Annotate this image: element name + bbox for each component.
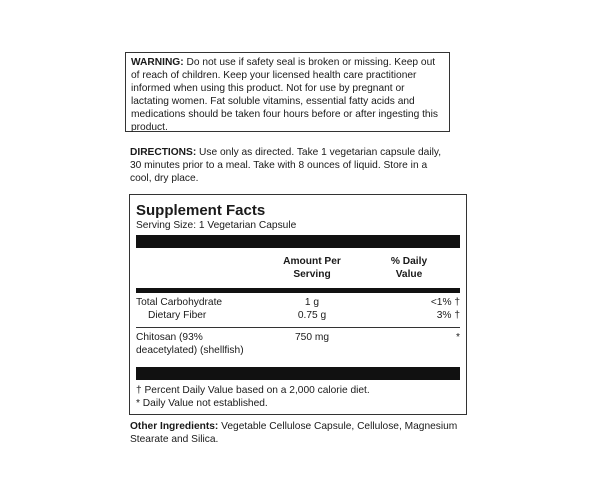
chitosan-amount: 750 mg — [295, 332, 329, 343]
other-ingredients-text: Vegetable Cellulose Capsule, Cellulose, Magnesium Stearate and Silica. — [130, 421, 458, 445]
nutrient-amount: 0.75 g — [297, 310, 327, 321]
thick-divider-top — [136, 235, 460, 248]
warning-label: WARNING: — [131, 57, 184, 68]
daily-value-header — [370, 255, 448, 281]
nutrient-daily-value: <1% † — [430, 297, 460, 308]
nutrient-amount: 1 g — [304, 297, 320, 308]
column-headers — [136, 248, 460, 284]
warning-text: Do not use if safety seal is broken or missing. Keep out of reach of children. Keep your licensed health care practitioner informed when using this product. Not for use by pregnant or lactating women. Fat soluble vitamins, essential fatty acids and medications should be taken four hours before or after ingesting this product. — [131, 57, 438, 133]
footnotes — [136, 380, 460, 410]
nutrient-name: Total Carbohydrate — [136, 297, 223, 308]
directions-label: DIRECTIONS: — [130, 147, 197, 158]
chitosan-name-line2: deacetylated) (shellfish) — [136, 345, 244, 356]
directions-text: Use only as directed. Take 1 vegetarian capsule daily, 30 minutes prior to a meal. Take with 8 ounces of liquid. Store in a cool, dry place. — [130, 147, 442, 184]
chitosan-name-line1: Chitosan (93% — [136, 332, 203, 343]
nutrient-row — [136, 296, 460, 309]
serving-size: Serving Size: 1 Vegetarian Capsule — [136, 220, 297, 231]
directions-paragraph — [130, 146, 450, 185]
footnote-percent-dv: † Percent Daily Value based on a 2,000 calorie diet. — [136, 385, 370, 396]
chitosan-daily-value: * — [456, 332, 460, 343]
nutrient-row-chitosan — [136, 328, 460, 361]
supplement-facts-title: Supplement Facts — [136, 202, 266, 219]
dv-header-line2: Value — [395, 269, 423, 280]
nutrient-name: Dietary Fiber — [148, 310, 207, 321]
chitosan-name — [136, 331, 276, 357]
dv-header-line1: % Daily — [390, 256, 428, 267]
nutrient-row — [136, 309, 460, 322]
other-ingredients — [130, 420, 460, 446]
thick-divider-bottom — [136, 367, 460, 380]
nutrient-daily-value: 3% † — [436, 310, 460, 321]
footnote-dv-not-established: * Daily Value not established. — [136, 398, 268, 409]
amount-header — [272, 255, 352, 281]
other-ingredients-label: Other Ingredients: — [130, 421, 219, 432]
amount-header-line1: Amount Per — [283, 256, 341, 267]
supplement-facts-panel — [129, 194, 467, 415]
nutrient-rows — [136, 293, 460, 322]
warning-box — [125, 52, 450, 132]
amount-header-line2: Serving — [293, 269, 331, 280]
